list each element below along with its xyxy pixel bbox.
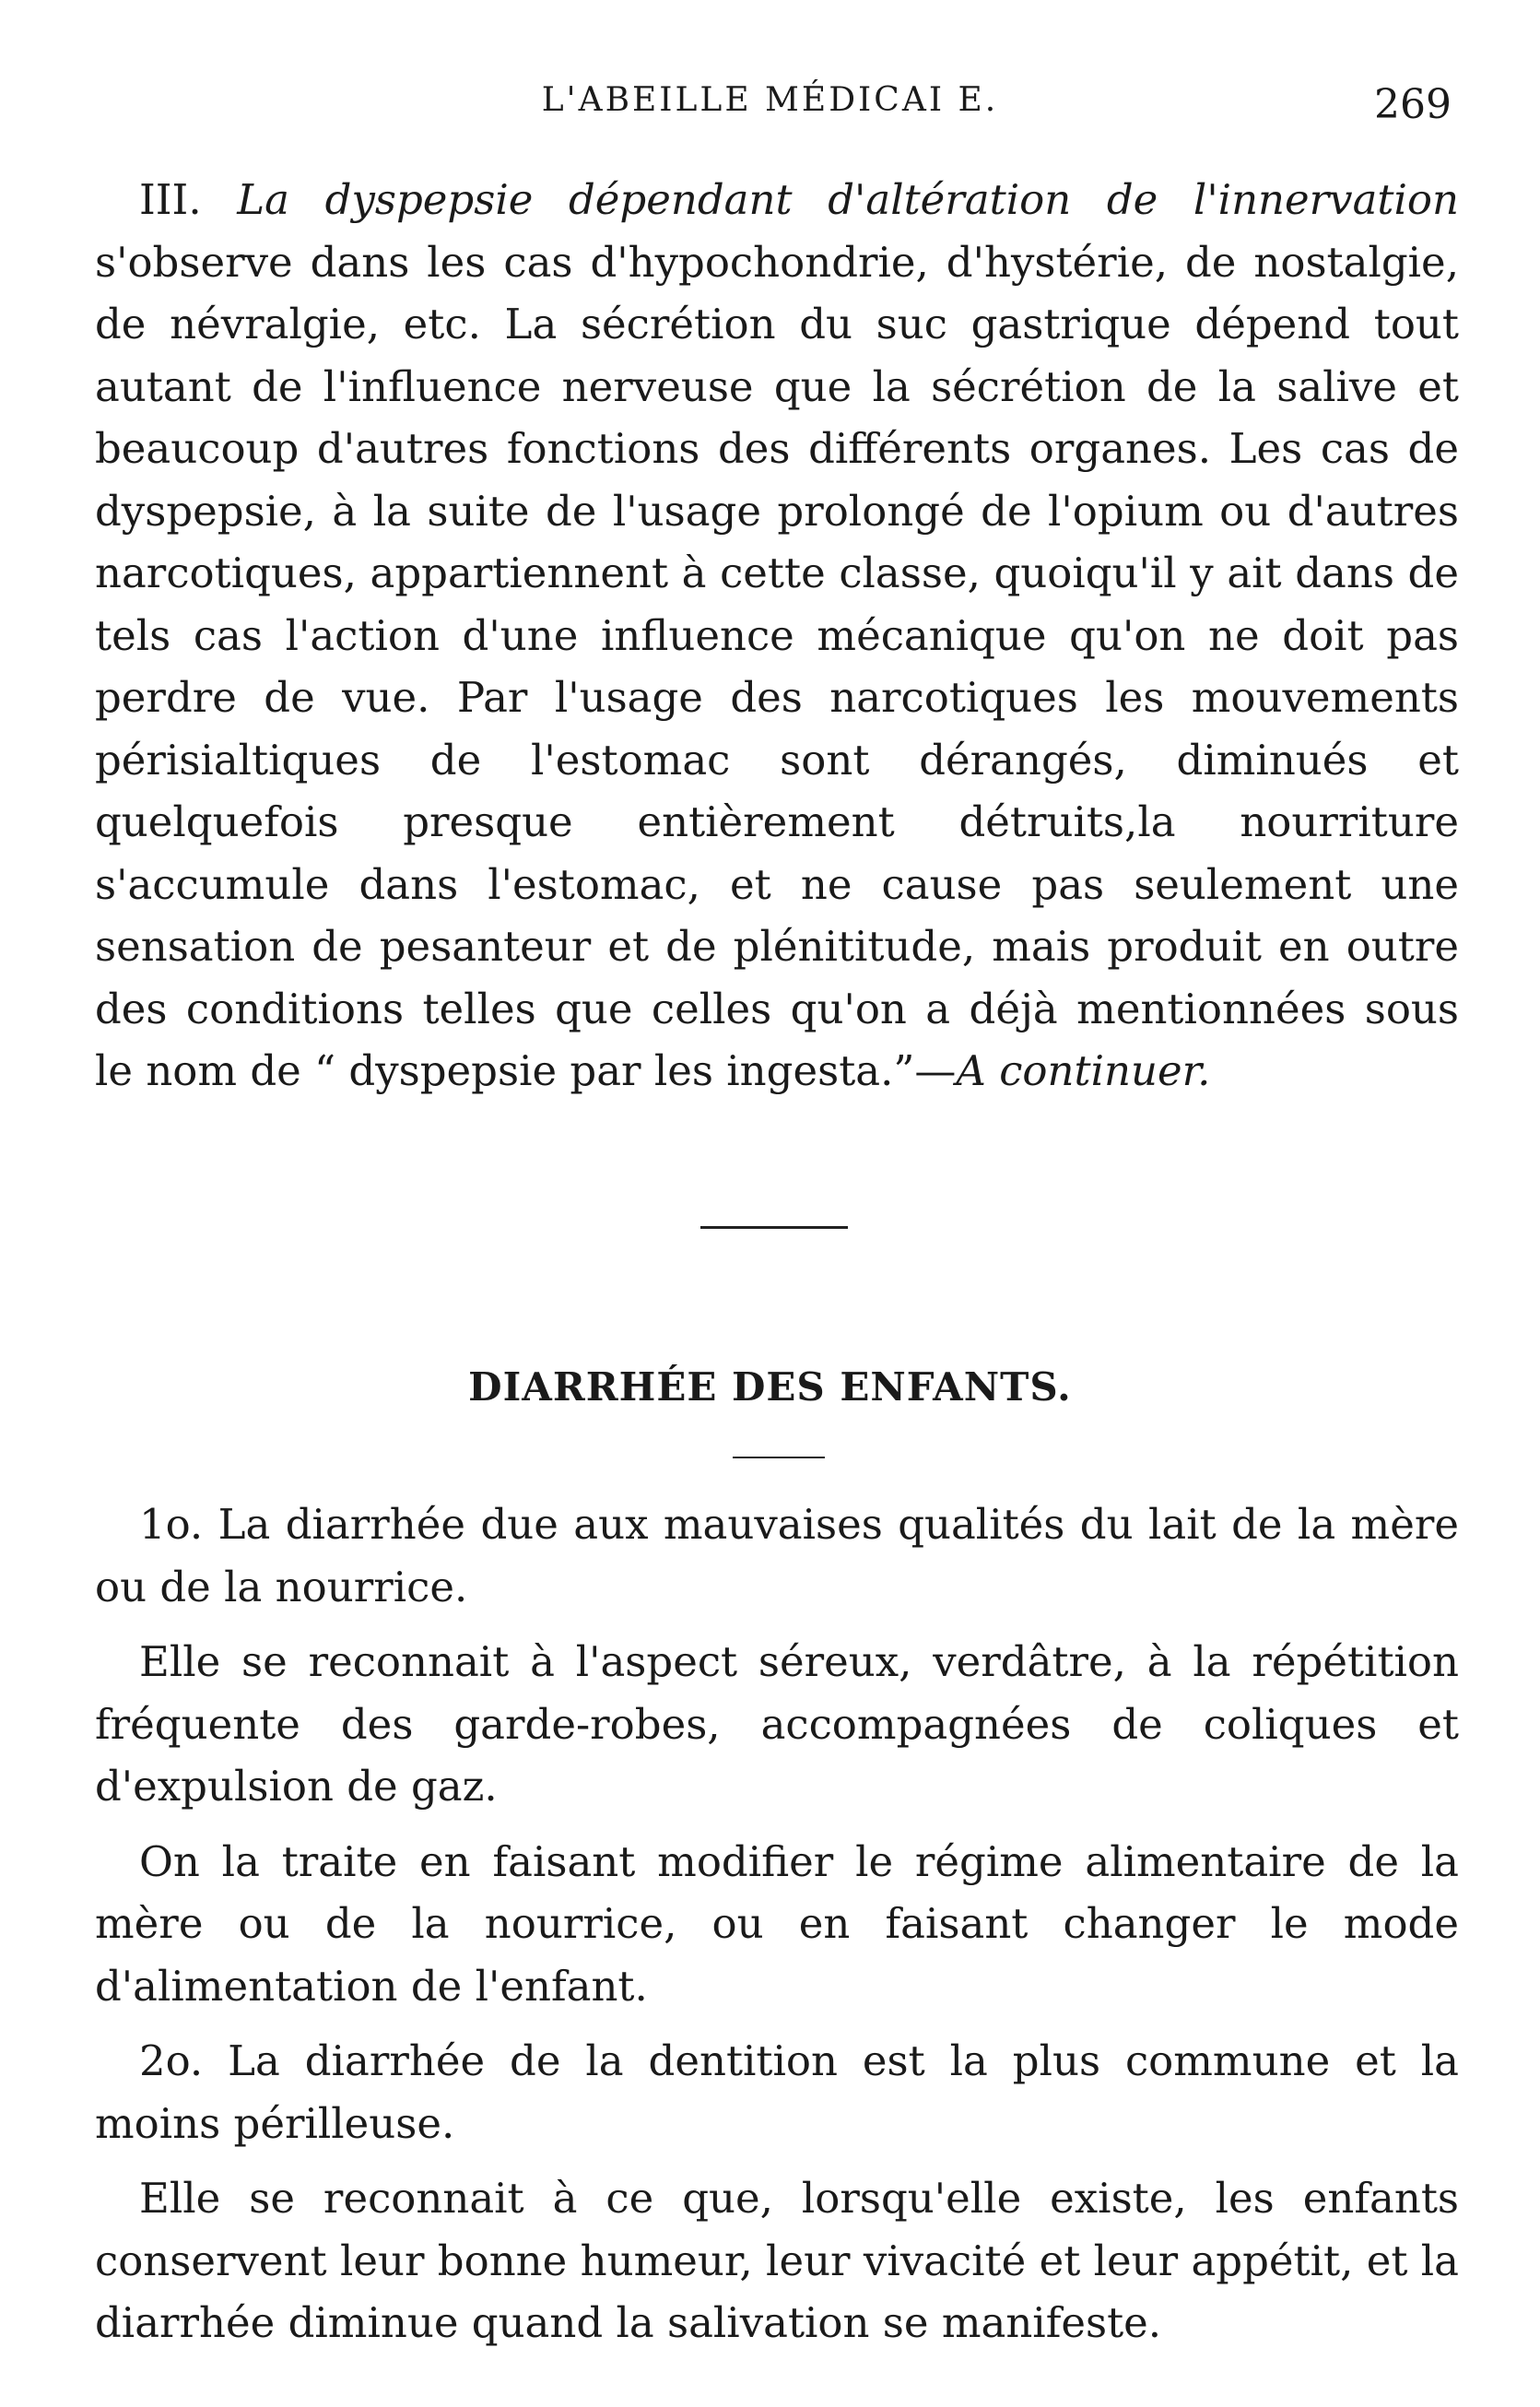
- section-divider: [700, 1226, 848, 1229]
- paragraph: On la traite en faisant modifier le régime alimentaire de la mère ou de la nourrice, ou en faisant changer le mode d'alimentation de l'enfant.: [95, 1836, 1459, 2011]
- paragraph: 2o. La diarrhée de la dentition est la plus commune et la moins périlleuse.: [95, 2036, 1459, 2148]
- running-title: L'ABEILLE MÉDICAI E.: [541, 81, 999, 119]
- running-head: [0, 81, 1540, 136]
- paragraph: 1o. La diarrhée due aux mauvaises qualités du lait de la mère ou de la nourrice.: [95, 1500, 1459, 1611]
- paragraph-iii: [95, 169, 1459, 1103]
- section-diarrhee: [95, 1493, 1459, 2367]
- section-numeral: III.: [139, 175, 202, 224]
- paragraph: Elle se reconnait à l'aspect séreux, verdâtre, à la répétition fréquente des garde-robes, accompagnées de coliques et d'expulsion de gaz.: [95, 1637, 1459, 1811]
- section-heading: DIARRHÉE DES ENFANTS.: [468, 1364, 1072, 1410]
- paragraph: Elle se reconnait à ce que, lorsqu'elle existe, les enfants conservent leur bonne humeur, leur vivacité et leur appétit, et la diarrhée diminue quand la salivation se manifeste.: [95, 2174, 1459, 2347]
- heading-underline: [733, 1457, 825, 1458]
- to-be-continued: A continuer.: [956, 1046, 1211, 1095]
- section-dyspepsie: [95, 169, 1459, 1103]
- italic-lead: La dyspepsie dépendant d'altération de l'innervation: [237, 175, 1459, 224]
- page-number: 269: [1374, 81, 1452, 128]
- paragraph-text: s'observe dans les cas d'hypochondrie, d'hystérie, de nostalgie, de névralgie, etc. La sécrétion du suc gastrique dépend tout autant de l'influence nerveuse que la sécrétion de la salive et beaucoup d'autres fonctions des différents organes. Les cas de dyspepsie, à la suite de l'usage prolongé de l'opium ou d'autres narcotiques, appartiennent à cette classe, quoiqu'il y ait dans de tels cas l'action d'une influence mécanique qu'on ne doit pas perdre de vue. Par l'usage des narcotiques les mouvements périsialtiques de l'estomac sont dérangés, diminués et quelquefois presque entièrement détruits,la nourriture s'accumule dans l'estomac, et ne cause pas seulement une sensation de pesanteur et de plénititude, mais produit en outre des conditions telles que celles qu'on a déjà mentionnées sous le nom de “ dyspepsie par les ingesta.”—: [95, 237, 1459, 1095]
